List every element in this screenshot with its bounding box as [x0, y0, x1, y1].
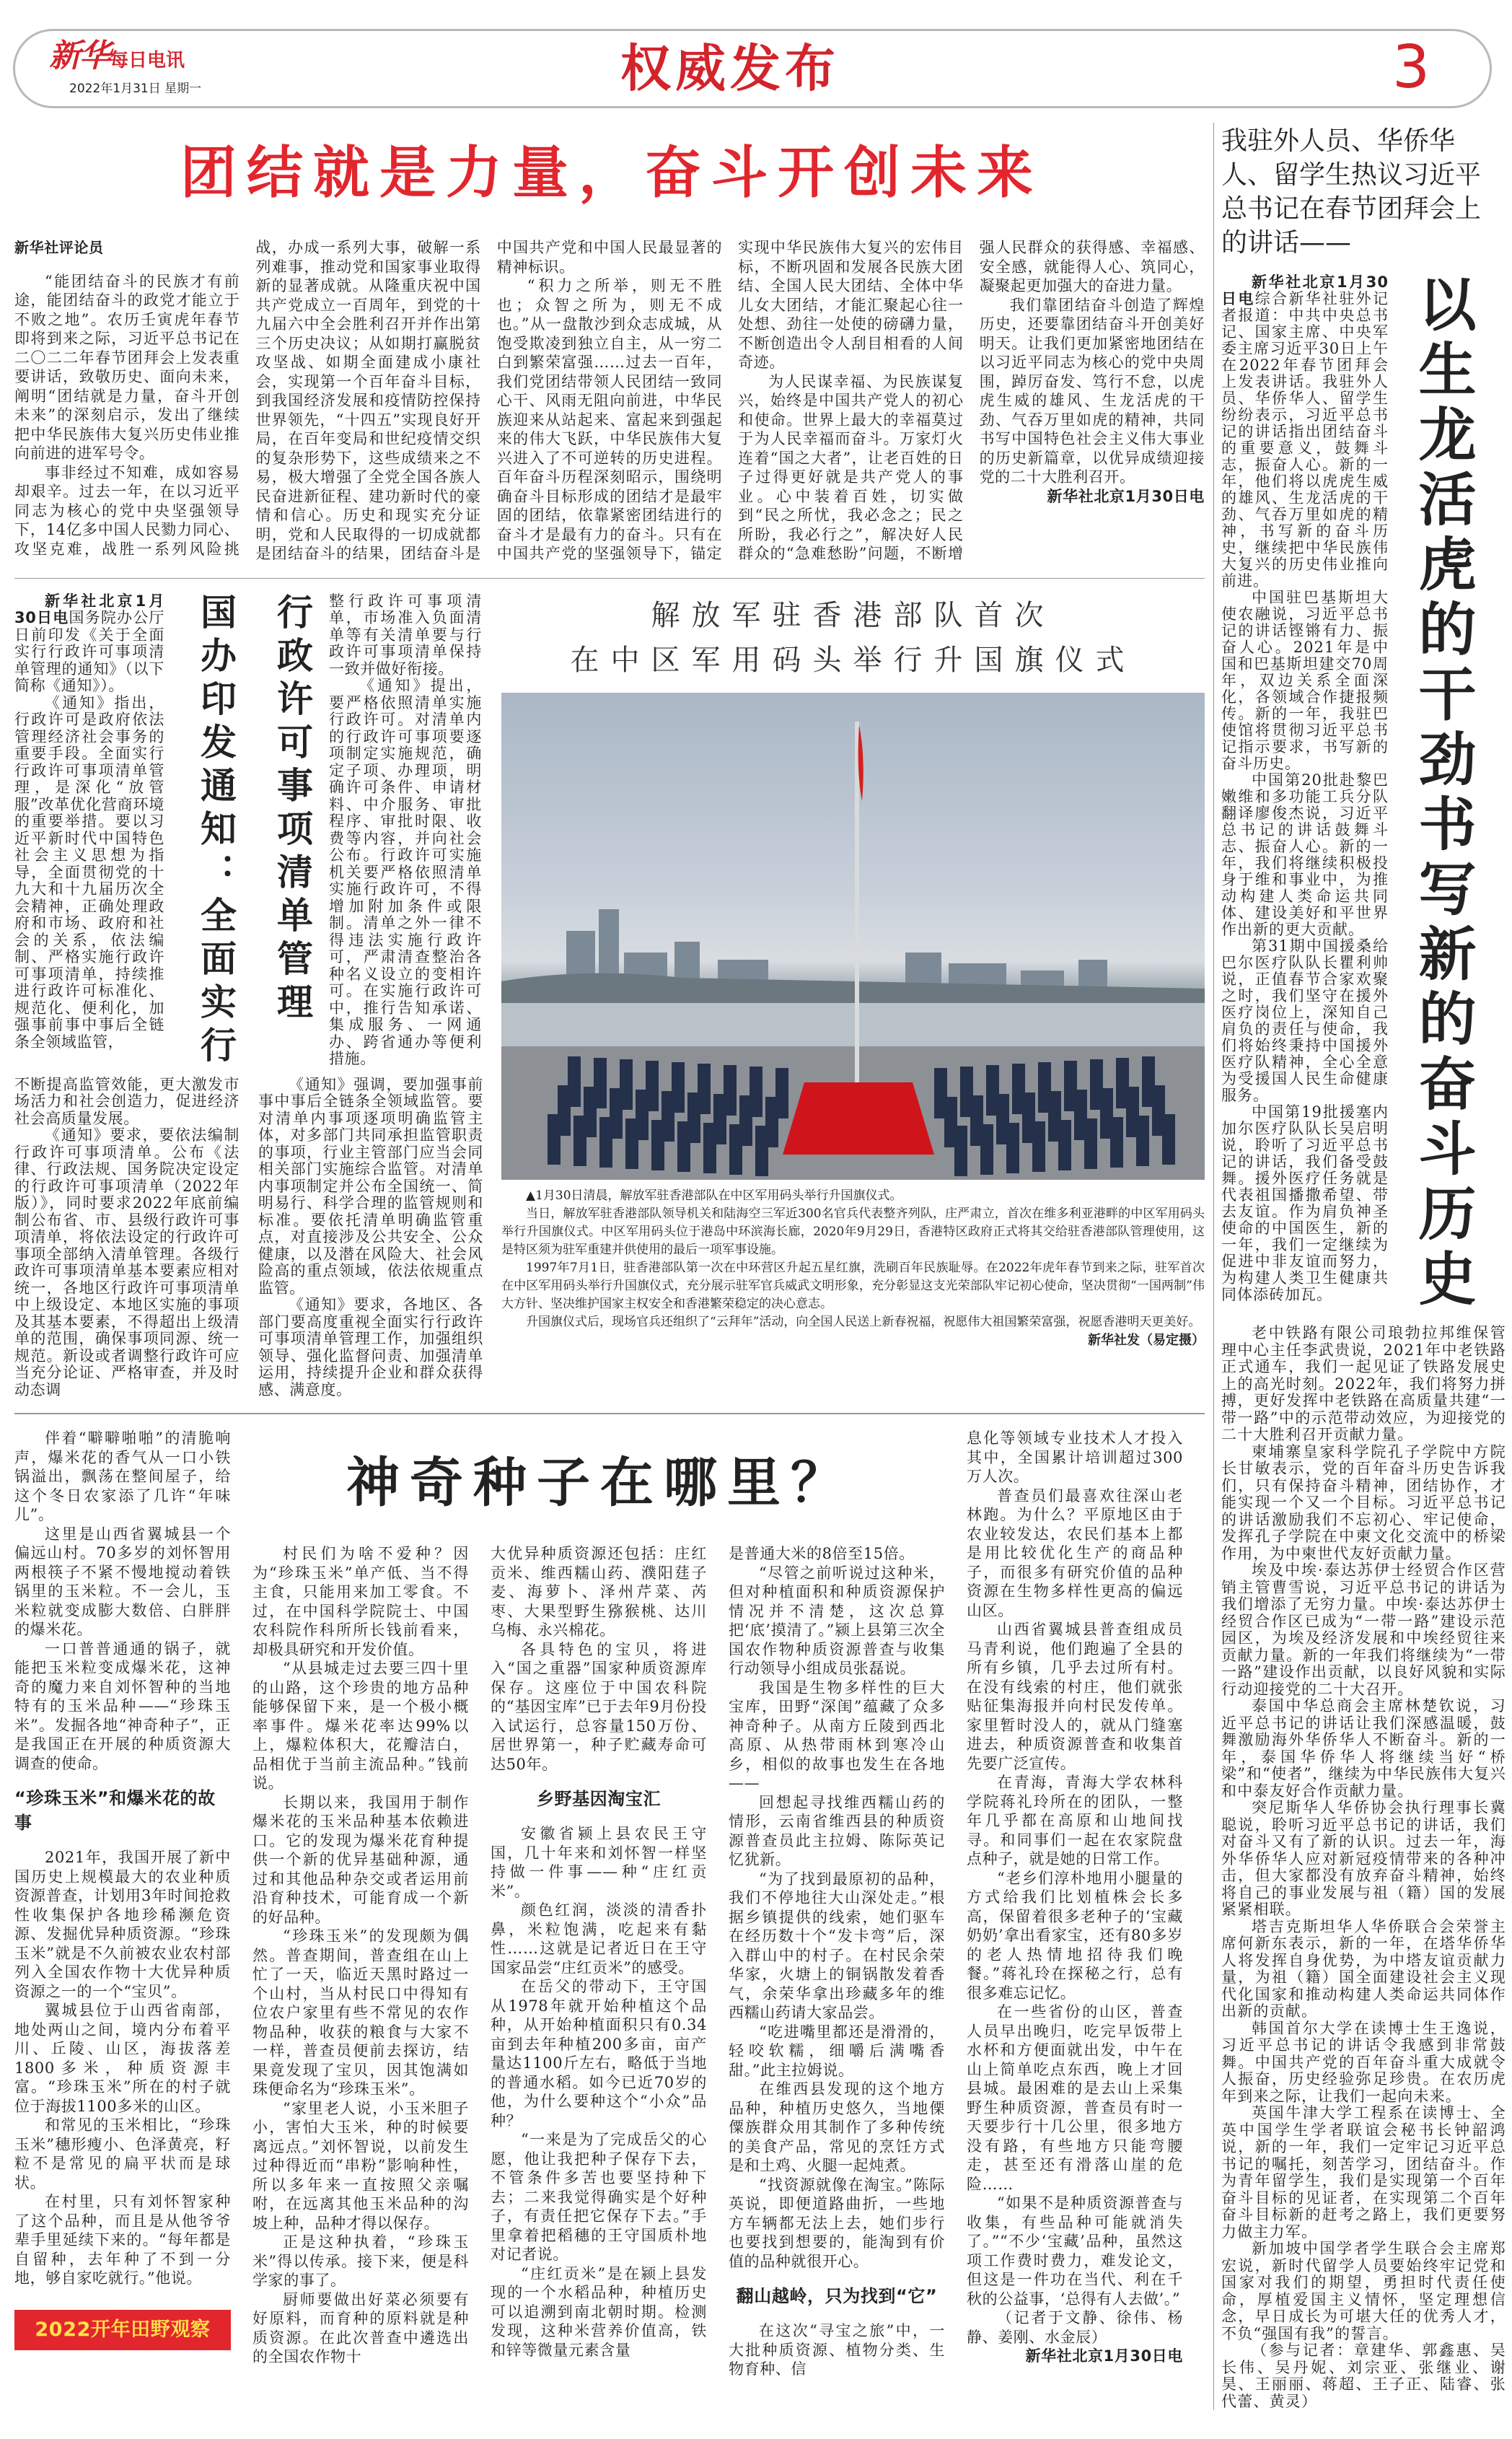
notice-column-1 — [14, 593, 164, 1051]
red-carpet — [783, 1082, 934, 1155]
seeds-column-1 — [14, 1429, 231, 2350]
paragraph: （记者于文静、徐伟、杨静、姜刚、水金辰） — [967, 2309, 1183, 2346]
paragraph: 回想起寻找维西糯山药的情形，云南省维西县的种质资源普查员此主拉姆、陈际英记忆犹新。 — [729, 1793, 945, 1868]
logo-suffix: 每日电讯 — [110, 50, 185, 71]
overseas-dateline: 新华社北京1月30日电 — [1221, 273, 1389, 307]
seeds-headline: 神奇种子在哪里？ — [346, 1452, 854, 1514]
left-area — [14, 123, 1205, 2379]
paragraph: “找资源就像在淘宝。”陈际英说，即便道路曲折，一些地方车辆都无法上去，她们步行也要找到想要的，能淘到有价值的品种就很开心。 — [729, 2176, 945, 2270]
paragraph: 柬埔寨皇家科学院孔子学院中方院长甘敏表示，党的百年奋斗历史告诉我们，只有保持奋斗精神，团结协作，才能实现一个又一个目标。习近平总书记的讲话激励我们不忘初心、牢记使命，发挥孔子学院在中柬文化交流中的桥梁作用，为中柬世代友好贡献力量。 — [1221, 1442, 1506, 1562]
editorial-byline: 新华社评论员 — [14, 239, 104, 256]
paragraph: 《通知》指出，行政许可是政府依法管理经济社会事务的重要手段。全面实行行政许可事项清单管理，是深化“放管服”改革优化营商环境的重要举措。要以习近平新时代中国特色社会主义思想为指导，全面贯彻党的十九大和十九届历次全会精神，正确处理政府和市场、政府和社会的关系，依法编制、严格实施行政许可事项清单，持续推进行政许可标准化、规范化、便利化，加强事前事中事后全链条全领域监管， — [14, 693, 164, 1051]
soldier — [954, 1126, 967, 1176]
newspaper-logo — [49, 36, 185, 81]
paragraph-group — [491, 1544, 707, 1774]
soldier — [1162, 1114, 1175, 1165]
soldier — [1110, 1117, 1123, 1168]
paragraph-group — [1221, 590, 1389, 1303]
soldier — [1006, 1123, 1019, 1173]
paragraph: “家里老人说，小玉米胆子小，害怕大玉米，种的时候要离远点。”刘怀智说，以前发生过种得近而“串粉”影响种性，所以多年来一直按照父亲嘱咐，在远离其他玉米品种的沟坡上种，品种才得以保存。 — [252, 2099, 469, 2232]
seeds-middle-columns — [252, 1544, 945, 2379]
paragraph: 中国第19批援塞内加尔医疗队队长吴启明说，聆听了习近平总书记的讲话，我们备受鼓舞。援外医疗任务就是代表祖国播撒希望、带去友谊。作为肩负神圣使命的中国医生，新的一年，我们一定继续为促进中非友谊而努力，为构建人类卫生健康共同体添砖加瓦。 — [1221, 1103, 1389, 1303]
paragraph-group — [252, 1544, 469, 2367]
paragraph: 事非经过不知难，成如容易却艰辛。过去一年，在以习近平同志为核心的党中央坚强领导下，14亿多中国人民勠力同心、攻坚克难，战胜一系列风险挑战，办成一系列大事，破解一系列难事，推动党和国家事业取得新的显著成就。从隆重庆祝中国共产党成立一百周年，到党的十九届六中全会胜利召开并作出第三个历史决议；从如期打赢脱贫攻坚战、如期全面建成小康社会，实现第一个百年奋斗目标，到我国经济发展和疫情防控保持世界领先，“十四五”实现良好开局，在百年变局和世纪疫情交织的复杂形势下，这些成绩来之不易，极大增强了全党全国各族人民奋进新征程、建功新时代的豪情和信心。历史和现实充分证明，党和人民取得的一切成就都是团结奋斗的结果，团结奋斗是中国共产党和中国人民最显著的精神标识。 — [14, 239, 723, 562]
paragraph: 在一些省份的山区，普查人员早出晚归，吃完早饭带上水杯和方便面就出发，中午在山上简单吃点东西，晚上才回县城。最困难的是去山上采集野生种质资源，普查员有时一天要步行十几公里，很多地方没有路，有些地方只能弯腰走，甚至还有滑落山崖的危险…… — [967, 2003, 1183, 2193]
flag-raising-photo — [501, 693, 1205, 1180]
overseas-column — [1213, 123, 1506, 2410]
paragraph: 英国牛津大学工程系在读博士、全英中国学生学者联谊会秘书长钟韶鸿说，新的一年，我们一定牢记习近平总书记的嘱托，刻苦学习，团结奋斗。作为青年留学生，我们是实现第一个百年奋斗目标的见证者，在实现第二个百年奋斗目标新的赶考之路上，我们更要努力做主力军。 — [1221, 2104, 1506, 2241]
page-body — [0, 123, 1512, 2439]
notice-title-line2: 行政许可事项清单管理 — [271, 592, 314, 1026]
soldier — [573, 1116, 586, 1166]
editorial-signoff: 新华社北京1月30日电 — [1047, 487, 1205, 505]
overseas-upper — [1221, 274, 1506, 1313]
paragraph: 中国第20批赴黎巴嫩维和多功能工兵分队翻译廖俊杰说，习近平总书记的讲话鼓舞斗志、振奋人心。新的一年，我们将继续积极投身于维和事业中，为推动构建人类命运共同体、建设美好和平世界作出新的更大贡献。 — [1221, 771, 1389, 938]
paragraph: “能团结奋斗的民族才有前途，能团结奋斗的政党才能立于不败之地”。农历壬寅虎年春节即将到来之际，习近平总书记在二〇二二年春节团拜会上发表重要讲话，致敬历史、面向未来，阐明“团结就是力量，奋斗开创未来”的深刻启示，发出了继续把中华民族伟大复兴历史伟业推向前进的进军号令。 — [14, 272, 240, 462]
page-number: 3 — [1392, 33, 1430, 102]
editorial-article — [14, 238, 1205, 564]
overseas-title: 以生龙活虎的干劲书写新的奋斗历史 — [1409, 274, 1477, 1313]
paragraph: 这里是山西省翼城县一个偏远山村。70多岁的刘怀智用两根筷子不紧不慢地搅动着铁锅里的玉米粒。不一会儿，玉米粒就变成膨大数倍、白胖胖的爆米花。 — [14, 1525, 231, 1638]
soldier — [548, 1114, 561, 1165]
paragraph: 为人民谋幸福、为民族谋复兴，始终是中国共产党人的初心和使命。世界上最大的幸福莫过于为人民幸福而奋斗。万家灯火连着“国之大者”，让老百姓的日子过得更好就是共产党人的事业。心中装着百姓，切实做到“民之所忧，我必念之；民之所盼，我必行之”，解决好人民群众的“急难愁盼”问题，不断增强人民群众的获得感、幸福感、安全感，就能得人心、筑同心，凝聚起更加强大的奋进力量。 — [738, 239, 1205, 562]
paragraph: （参与记者：章建华、郭鑫惠、吴长伟、吴丹妮、刘宗亚、张继业、谢昊、王丽丽、蒋超、王子正、陆睿、张代蕾、黄灵） — [1221, 2342, 1506, 2410]
soldier — [1084, 1118, 1097, 1169]
paragraph: 在维西县发现的这个地方品种，种植历史悠久，当地傈僳族群众用其制作了多种传统的美食产品，常见的烹饪方式是和土鸡、火腿一起炖煮。 — [729, 2080, 945, 2174]
paragraph-group — [491, 1824, 707, 2360]
soldier — [980, 1124, 993, 1175]
paragraph: 山西省翼城县普查组成员马青利说，他们跑遍了全县的所有乡镇，几乎去过所有村。在没有线索的村庄，他们就张贴征集海报并向村民发传单。家里暂时没人的，就从门缝塞进去，种质资源普查和收集首先要广泛宣传。 — [967, 1621, 1183, 1772]
paragraph: 村民们为啥不爱种？因为“珍珠玉米”单产低、当不得主食，只能用来加工零食。不过，在中国科学院院士、中国农科院作科所所长钱前看来，却极具研究和开发价值。 — [252, 1545, 469, 1658]
paragraph: 整行政许可事项清单，市场准入负面清单等有关清单要与行政许可事项清单保持一致并做好衔接。 — [329, 592, 482, 678]
photo-title-line1: 解放军驻香港部队首次 — [651, 598, 1055, 632]
photo-credit: 新华社发（易定摄） — [1088, 1332, 1205, 1348]
paragraph: 国务院办公厅日前印发《关于全面实行行政许可事项清单管理的通知》（以下简称《通知》）。 — [14, 609, 164, 694]
paragraph: 《通知》强调，要加强事前事中事后全链条全领域监管。要对清单内事项逐项明确监管主体，对多部门共同承担监管职责的事项，行业主管部门应当会同相关部门实施综合监管。对清单内事项制定并公布全国统一、简明易行、科学合理的监管规则和标准。要依托清单明确监管重点，对直接涉及公共安全、公众健康，以及潜在风险大、社会风险高的重点领域，依法依规重点监管。 — [258, 1075, 483, 1297]
flagpole — [855, 722, 859, 1097]
paragraph-group — [967, 1429, 1183, 2347]
paragraph: 老中铁路有限公司琅勃拉邦维保管理中心主任李武贵说，2021年中老铁路正式通车，我们一起见证了铁路发展史上的高光时刻。2022年，我们将努力拼搏，更好发挥中老铁路在高质量共建“一带一路”中的示范带动效应，为迎接党的二十大胜利召开贡献力量。 — [1221, 1324, 1506, 1443]
seeds-signoff: 新华社北京1月30日电 — [1025, 2347, 1183, 2365]
paragraph: 突尼斯华人华侨协会执行理事长冀聪说，聆听习近平总书记的讲话，我们对奋斗又有了新的认识。过去一年，海外华侨华人应对新冠疫情带来的各种冲击，但大家都没有放弃奋斗精神，始终将自己的事业发展与祖（籍）国的发展紧紧相联。 — [1221, 1799, 1506, 1918]
paragraph: 韩国首尔大学在读博士生王逸说，习近平总书记的讲话令我感到非常鼓舞。中国共产党的百年奋斗重大成就令人振奋，历史经验弥足珍贵。在农历虎年到来之际，让我们一起向未来。 — [1221, 2019, 1506, 2105]
paragraph: 综合新华社驻外记者报道：中共中央总书记、国家主席、中央军委主席习近平30日上午在2022年春节团拜会上发表讲话。我驻外人员、华侨华人、留学生纷纷表示，习近平总书记的讲话指出团结奋斗的重要意义，鼓舞斗志，振奋人心。新的一年，他们将以虎虎生威的雄风、生龙活虎的干劲、气吞万里如虎的精神，书写新的奋斗历史，继续把中华民族伟大复兴的历史伟业推向前进。 — [1221, 290, 1389, 590]
paragraph: “老乡们淳朴地用小腿量的方式给我们比划植株会长多高，保留着很多老种子的‘宝藏奶奶’拿出看家宝，还有80多岁的老人热情地招待我们晚餐。”蒋礼玲在探秘之行，总有很多难忘记忆。 — [967, 1869, 1183, 2002]
seeds-middle — [252, 1429, 945, 2379]
paragraph: 《通知》提出，要严格依照清单实施行政许可。对清单内的行政许可事项要逐项制定实施规范，确定子项、办理项，明确许可条件、申请材料、中介服务、审批程序、审批时限、收费等内容，并向社会公布。行政许可实施机关要严格依照清单实施行政许可，不得增加附加条件或限制。清单之外一律不得违法实施行政许可，严肃清查整治各种名义设立的变相许可。在实施行政许可中，推行告知承诺、集成服务、一网通办、跨省通办等便利措施。 — [329, 677, 482, 1067]
photo-caption — [501, 1187, 1205, 1349]
paragraph-group — [14, 1429, 231, 1773]
paragraph: 伴着“噼噼啪啪”的清脆响声，爆米花的香气从一口小铁锅溢出，飘荡在整间屋子，给这个冬日农家添了几许“年味儿”。 — [14, 1429, 231, 1523]
paragraph: 中国驻巴基斯坦大使农融说，习近平总书记的讲话铿锵有力、振奋人心。2021年是中国和巴基斯坦建交70周年，双边关系全面深化，各领域合作捷报频传。新的一年，我驻巴使馆将贯彻习近平总书记指示要求，书写新的奋斗历史。 — [1221, 589, 1389, 772]
paragraph-group — [729, 1544, 945, 2271]
paragraph: 翼城县位于山西省南部，地处两山之间，境内分布着平川、丘陵、山区，海拔落差1800多米，种质资源丰富。“珍珠玉米”所在的村子就位于海拔1100多米的山区。 — [14, 2002, 231, 2115]
paragraph: 息化等领域专业技术人才投入其中，全国累计培训超过300万人次。 — [967, 1429, 1183, 1485]
notice-title-line1: 国办印发通知：全面实行 — [195, 592, 237, 1069]
paragraph: “一来是为了完成岳父的心愿，他让我把种子保存下去，不管条件多苦也要坚持种下去；二来我觉得确实是个好种子，有责任把它保存下去。”手里拿着把稻穗的王守国质朴地对记者说。 — [491, 2131, 707, 2263]
paragraph: 《通知》要求，各地区、各部门要高度重视全面实行行政许可事项清单管理工作，加强组织领导、强化监督问责、加强清单运用，持续提升企业和群众获得感、满意度。 — [258, 1296, 483, 1398]
seeds-column-4 — [729, 1544, 945, 2379]
paragraph: 安徽省颍上县农民王守国，几十年来和刘怀智一样坚持做一件事——种“庄红贡米”。 — [491, 1825, 707, 1900]
soldier — [729, 1124, 742, 1175]
photo-story — [501, 593, 1205, 1349]
paragraph: “吃进嘴里都还是滑滑的，轻咬软糯，细嚼后满嘴香甜。”此主拉姆说。 — [729, 2023, 945, 2079]
paragraph: “珍珠玉米”的发现颇为偶然。普查期间，普查组在山上忙了一天，临近天黑时路过一个山村，当从村民口中得知有位农户家里有些不常见的农作物品种，收获的粮食与大家不一样，普查员便前去探访，结果竟发现了宝贝，因其饱满如珠便命名为“珍珠玉米”。 — [252, 1927, 469, 2098]
notice-dateline: 新华社北京1月30日电 — [14, 592, 164, 626]
soldier — [755, 1126, 768, 1176]
paragraph-group — [14, 238, 1205, 564]
photo-illustration — [501, 693, 1205, 1180]
paragraph: 塔吉克斯坦华人华侨联合会荣誉主席何新东表示，新的一年，在塔华侨华人将发挥自身优势，为中塔友谊贡献力量，为祖（籍）国全面建设社会主义现代化国家和推动构建人类命运共同体作出新的贡献。 — [1221, 1917, 1506, 2020]
harbour-water — [501, 1003, 1205, 1046]
paragraph: 1997年7月1日，驻香港部队第一次在中环营区升起五星红旗，洗刷百年民族耻辱。在2022年虎年春节到来之际，驻军首次在中区军用码头举行升国旗仪式，充分展示驻军官兵威武文明形象，充分彰显这支光荣部队牢记初心使命，坚决贯彻“一国两制”伟大方针、坚决维护国家主权安全和香港繁荣稳定的决心意志。 — [501, 1260, 1205, 1311]
paragraph: 第31期中国援桑给巴尔医疗队队长瞿利帅说，正值春节合家欢聚之时，我们坚守在援外医疗岗位上，深知自己肩负的责任与使命，我们将始终秉持中国援外医疗队精神，全心全意为受援国人民生命健康服务。 — [1221, 937, 1389, 1104]
paragraph: 我国是生物多样性的巨大宝库，田野“深闺”蕴藏了众多神奇种子。从南方丘陵到西北高原、从热带雨林到寒冷山乡，相似的故事也发生在各地—— — [729, 1678, 945, 1792]
paragraph: “为了找到最原初的品种，我们不停地往大山深处走。”根据乡镇提供的线索，她们驱车在经历数十个“发卡弯”后，深入群山中的村子。在村民余荣华家，火塘上的铜锅散发着香气，余荣华拿出珍藏多年的维西糯山药请大家品尝。 — [729, 1870, 945, 2021]
paragraph: 在岳父的带动下，王守国从1978年就开始种植这个品种，从开始种植面积只有0.34亩到去年种植200多亩，亩产量达1100斤左右，略低于当地的普通水稻。如今已近70岁的他，为什么要种这个“小众”品种？ — [491, 1978, 707, 2129]
notice-column-1b — [14, 1077, 239, 1399]
notice-article — [14, 593, 483, 1399]
seeds-column-5 — [967, 1429, 1183, 2366]
overseas-kicker: 我驻外人员、华侨华人、留学生热议习近平总书记在春节团拜会上的讲话—— — [1221, 126, 1482, 258]
notice-top — [14, 593, 483, 1069]
paragraph: 在这次“寻宝之旅”中，一大批种质资源、植物分类、生物育种、信 — [729, 2322, 945, 2378]
divider — [14, 578, 1205, 579]
paragraph: 正是这种执着，“珍珠玉米”得以传承。接下来，便是科学家的事了。 — [252, 2233, 469, 2289]
paragraph: 2021年，我国开展了新中国历史上规模最大的农业种质资源普查，计划用3年时间抢救性收集保护各地珍稀濒危资源、发掘优异种质资源。“珍珠玉米”就是不久前被农业农村部列入全国农作物十大优异种质资源之一的一个“宝贝”。 — [14, 1849, 231, 2000]
photo-title-line2: 在中区军用码头举行升国旗仪式 — [570, 643, 1136, 677]
notice-column-2b — [258, 1077, 483, 1399]
paragraph: 一口普普通通的锅子，就能把玉米粒变成爆米花，这神奇的魔力来自刘怀智种的当地特有的玉米品种——“珍珠玉米”。发掘各地“神奇种子”，正是我国正在开展的种质资源大调查的使命。 — [14, 1639, 231, 1772]
paragraph: 厨师要做出好菜必须要有好原料，而育种的原料就是种质资源。在此次普查中遴选出的全国农作物十 — [252, 2290, 469, 2365]
soldier — [703, 1123, 716, 1173]
paragraph: 颜色红润，淡淡的清香扑鼻，米粒饱满，吃起来有黏性……这就是记者近日在王守国家品尝“庄红贡米”的感受。 — [491, 1901, 707, 1976]
soldier — [651, 1120, 664, 1170]
paragraph: 埃及中埃·泰达苏伊士经贸合作区营销主管曹雪说，习近平总书记的讲话为我们增添了无穷力量。中埃·泰达苏伊士经贸合作区已成为“一带一路”建设示范园区，为埃及经济发展和中埃经贸往来贡献力量。新的一年我们将继续为“一带一路”建设作出贡献，以良好风貌和实际行动迎接党的二十大召开。 — [1221, 1562, 1506, 1698]
seeds-subhead-1: “珍珠玉米”和爆米花的故事 — [14, 1788, 216, 1833]
editorial-headline: 团结就是力量，奋斗开创未来 — [180, 141, 1044, 206]
paragraph: 在青海，青海大学农林科学院蒋礼玲所在的团队，一整年几乎都在高原和山地间找寻。和同事们一起在农家院盘点种子，就是她的日常工作。 — [967, 1774, 1183, 1867]
paragraph: ▲1月30日清晨，解放军驻香港部队在中区军用码头举行升国旗仪式。 — [526, 1188, 902, 1203]
paragraph: 新加坡中国学者学生联合会主席郑宏说，新时代留学人员要始终牢记党和国家对我们的期望，勇担时代责任使命，厚植爱国主义情怀，坚定理想信念，早日成长为可堪大任的优秀人才，不负“强国有我”的誓言。 — [1221, 2240, 1506, 2342]
soldier — [625, 1118, 638, 1169]
paragraph: “尽管之前听说过这种米，但对种植面积和种质资源保护情况并不清楚，这次总算把‘底’摸清了。”颍上县第三次全国农作物种质资源普查与收集行动领导小组成员张磊说。 — [729, 1564, 945, 1677]
paragraph: “积力之所举，则无不胜也；众智之所为，则无不成也。”从一盘散沙到众志成城，从饱受欺凌到独立自主，从一穷二白到繁荣富强……过去一百年，我们党团结带领人民团结一致同心干、风雨无阻向前进，中华民族迎来从站起来、富起来到强起来的伟大飞跃，中华民族伟大复兴进入了不可逆转的历史进程。百年奋斗历程深刻昭示，围绕明确奋斗目标形成的团结才是最牢固的团结，依靠紧密团结进行的奋斗才是最有力的奋斗。只有在中国共产党的坚强领导下，锚定实现中华民族伟大复兴的宏伟目标，不断巩固和发展各民族大团结、全国人民大团结、全体中华儿女大团结，才能汇聚起心往一处想、劲往一处使的磅礴力量，不断创造出令人刮目相看的人间奇迹。 — [496, 239, 964, 562]
paragraph: “庄红贡米”是在颍上县发现的一个水稻品种，种植历史可以追溯到南北朝时期。检测发现，这种米营养价值高，铁和锌等微量元素含量 — [491, 2264, 707, 2359]
paragraph: 和常见的玉米相比，“珍珠玉米”穗形瘦小、色泽黄亮，籽粒不是常见的扁平状而是球状。 — [14, 2116, 231, 2191]
paragraph-group — [729, 2321, 945, 2379]
section-divider — [14, 1413, 1205, 1414]
seeds-column-2 — [252, 1544, 469, 2367]
paragraph-group — [1221, 1325, 1506, 2410]
overseas-column-upper — [1221, 274, 1389, 1303]
paragraph-group — [329, 593, 482, 1068]
seeds-column-3 — [491, 1544, 707, 2360]
paragraph-group — [258, 1077, 483, 1399]
seeds-subhead-2: 乡野基因淘宝汇 — [536, 1789, 662, 1809]
soldier — [1032, 1121, 1045, 1172]
paragraph: 我们靠团结奋斗创造了辉煌历史，还要靠团结奋斗开创美好明天。让我们更加紧密地团结在以习近平同志为核心的党中央周围，踔厉奋发、笃行不怠，以虎虎生威的雄风、生龙活虎的干劲、气吞万里如虎的精神，共同书写中国特色社会主义伟大事业的历史新篇章，以优异成绩迎接党的二十大胜利召开。 — [979, 296, 1205, 486]
soldier — [1136, 1116, 1149, 1166]
paragraph: “从县城走过去要三四十里的山路，这个珍贵的地方品种能够保留下来，是一个极小概率事件。爆米花率达99%以上，爆粒体积大，花瓣洁白，品相优于当前主流品种。”钱前说。 — [252, 1660, 469, 1792]
paragraph: 当日，解放军驻香港部队领导机关和陆海空三军近300名官兵代表整齐列队，庄严肃立，首次在维多利亚港畔的中区军用码头举行升国旗仪式。中区军用码头位于港岛中环滨海长廊，2020年9月29日，香港特区政府正式将其交给驻香港部队管理使用，这是特区须为驻军重建并供使用的最后一项军事设施。 — [501, 1206, 1205, 1257]
paragraph: 长期以来，我国用于制作爆米花的玉米品种基本依赖进口。它的发现为爆米花育种提供一个新的优异基础种源，通过和其他品种杂交或者运用前沿育种技术，可能育成一个新的好品种。 — [252, 1793, 469, 1926]
paragraph: 升国旗仪式后，现场官兵还组织了“云拜年”活动，向全国人民送上新春祝福，祝愿伟大祖国繁荣富强，祝愿香港明天更美好。 — [526, 1314, 1201, 1329]
notice-column-2 — [329, 593, 482, 1068]
paragraph: 不断提高监管效能，更大激发市场活力和社会创造力，促进经济社会高质量发展。 — [14, 1075, 239, 1127]
paragraph: 泰国中华总商会主席林楚钦说，习近平总书记的讲话让我们深感温暖，鼓舞激励海外华侨华人不断奋斗。新的一年，泰国华侨华人将继续当好“桥梁”和“使者”，继续为中华民族伟大复兴和中泰友好合作贡献力量。 — [1221, 1697, 1506, 1800]
issue-date: 2022年1月31日 星期一 — [69, 82, 202, 96]
seeds-subhead-3: 翻山越岭，只为找到“它” — [736, 2286, 938, 2306]
soldier — [1058, 1120, 1071, 1170]
overseas-column-lower — [1221, 1325, 1506, 2410]
paragraph: 《通知》要求，要依法编制行政许可事项清单。公布《法律、行政法规、国务院决定设定的行政许可事项清单（2022年版）》，同时要求2022年底前编制公布省、市、县级行政许可事项清单，将依法设定的行政许可事项全部纳入清单管理。各级行政许可事项清单基本要素应相对统一，各地区行政许可事项清单中上级设定、本地区实施的事项及其基本要素，不得超出上级清单的范围，确保事项同源、统一规范。新设或者调整行政许可应当充分论证、严格审查，并及时动态调 — [14, 1126, 239, 1398]
soldier — [599, 1117, 612, 1168]
paragraph-group — [14, 1848, 231, 2288]
paragraph: 大优异种质资源还包括：庄红贡米、维西糯山药、濮阳莛子麦、海萝卜、泽州芹菜、芮枣、大果型野生猕猴桃、达川乌梅、永兴棉花。 — [491, 1545, 707, 1639]
masthead — [0, 0, 1512, 123]
paragraph: 普查员们最喜欢往深山老林跑。为什么？平原地区由于农业较发达，农民们基本上都是用比较优化生产的商品种子，而很多有研究价值的品种资源在生物多样性更高的偏远山区。 — [967, 1486, 1183, 1619]
logo-text: 新华 — [49, 38, 110, 74]
section-title: 权威发布 — [620, 39, 840, 98]
paragraph-group — [14, 1077, 239, 1399]
notice-bottom — [14, 1077, 483, 1399]
paragraph: 各具特色的宝贝，将进入“国之重器”国家种质资源库保存。这座位于中国农科院的“基因宝库”已于去年9月份投入试运行，总容量150万份、居世界第一，种子贮藏寿命可达50年。 — [491, 1640, 707, 1773]
paragraph: “如果不是种质资源普查与收集，有些品种可能就消失了。”“不少‘宝藏’品种，虽然这项工作费时费力，难发论文，但这是一件功在当代、利在千秋的公益事，‘总得有人去做’。” — [967, 2194, 1183, 2308]
series-badge: 2022开年田野观察 — [14, 2310, 231, 2350]
paragraph: 在村里，只有刘怀智家种了这个品种，而且是从他爷爷辈手里延续下来的。“每年都是自留种，去年种了不到一分地，够自家吃就行。”他说。 — [14, 2193, 231, 2287]
middle-band — [14, 593, 1205, 1399]
paragraph-group — [501, 1187, 1205, 1331]
soldier — [677, 1121, 690, 1172]
seeds-feature — [14, 1429, 1205, 2379]
paragraph: 是普通大米的8倍至15倍。 — [729, 1545, 915, 1562]
